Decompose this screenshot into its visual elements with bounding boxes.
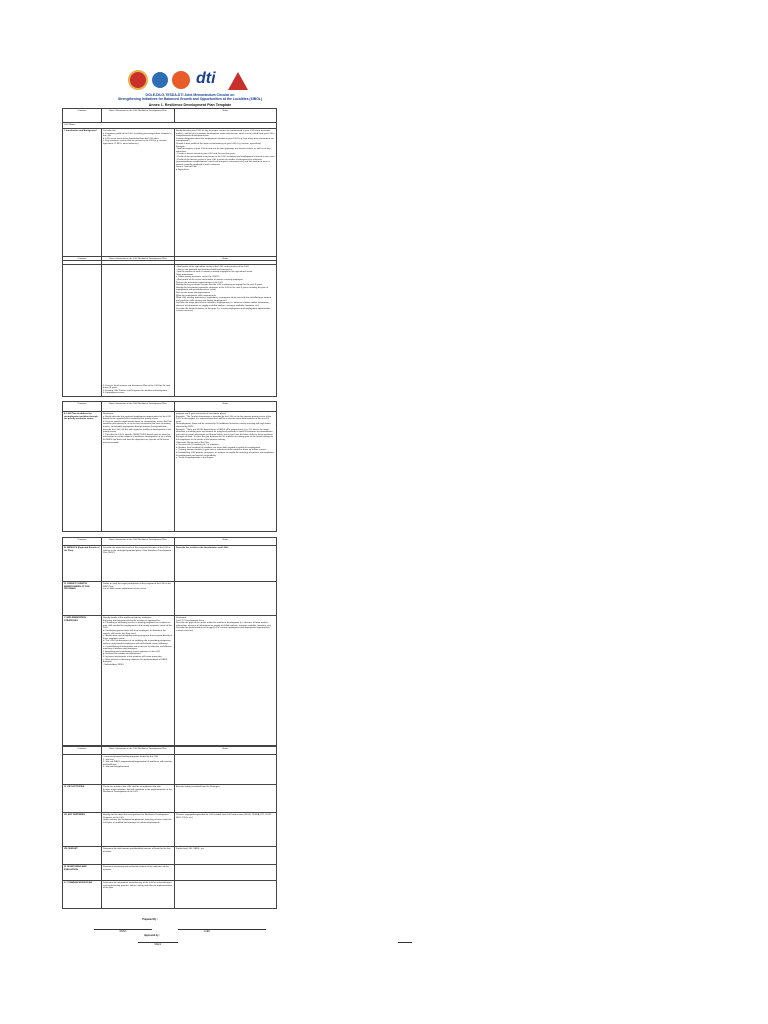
- column-header-contents: Contents: [63, 747, 102, 755]
- table-row: [63, 582, 277, 616]
- approved-by-label: Approved by :: [143, 934, 161, 937]
- row-label: II. LGU Plan to address the unemployment problem through the priority economic sector: [64, 413, 98, 421]
- triangle-logo-icon: [228, 72, 248, 90]
- row-basic-info: Determine monitoring and evaluation outputs of the indicators of the activities: [103, 866, 169, 871]
- table-row: [63, 129, 277, 261]
- column-header-notes: Notes: [175, 109, 277, 123]
- dole-seal-icon: [128, 70, 148, 90]
- row-basic-info: 2. Discuss the Economic and Investment Plan of the LGU for the next three (3) years 3. Existing LGU Policies and Programs for workforce development 4. Employment issues: [103, 384, 171, 395]
- dilg-seal-icon: [152, 72, 168, 88]
- row-label: VII. KEY PARTNERS: [64, 814, 85, 816]
- row-basic-info: Statement: a. Briefly describe the positions/employment opportunities for the LGU based on the reported skills needed by the priority sector b. Discuss specific target beneficiaries, or communities across the Plan would be plan priority to, as to the key constraints that have or limiting factors, sustainable employment through tourism (farm/production, describe the LGU's SLEs) with regard to workforce development in the priority sector. c. Describe the LGU's specific OBJECTIVES based upon its plans for intervention in certain aspects of workforce development or as a whole for SIBOL-led basis and how the objectives are specific of the future and measurable: [103, 413, 172, 444]
- table-block-1: [62, 108, 277, 261]
- column-header-basic-info: Basic Information in the LGU Resilience Development Plan: [102, 747, 175, 755]
- stray-line: [398, 942, 412, 943]
- table-block-2: [62, 256, 277, 397]
- column-header-contents: Contents: [63, 538, 102, 546]
- row-basic-info: Describe the: a. Economic profile of the LGU, including percentage/share situation in the LGU b. LGU vision and mission formulated from the LGU plans c. Key economic sectors that are present in the LGU (e.g. tourism, agriculture, IT-BPO, other industries): [103, 130, 172, 145]
- row-basic-info: Define or state the target participants of the program of the LGU in the WDP Plan List of Skills needs requirement of the sector: [103, 583, 171, 591]
- row-notes: Partners engaged/responsible for LGU suitable from LGU and sectors (DOLE, TESDA, DTI, DOST, NGO, LGUs, etc): [176, 814, 272, 819]
- row-basic-info: Determine the total amount and identified sources of funds for the key activities: [103, 848, 171, 853]
- table-row: [63, 265, 277, 397]
- column-header-basic-info: Basic Information in the LGU Resilience Development Plan: [102, 257, 175, 265]
- row-label: IX. MONITORING AND EVALUATION: [64, 866, 87, 871]
- table-block-3: [62, 401, 277, 532]
- lgu-name-row: LGU Name:: [63, 123, 277, 129]
- signature-name-approver: Mayor: [154, 943, 162, 946]
- row-basic-info: These are activities that LGU shall do to implement the plan In other major activities, that will contribute to the implementation of the Resilience Development of the LGU: [103, 786, 172, 794]
- table-row: [63, 616, 277, 746]
- table-row: [63, 847, 277, 865]
- header-line-2: Strengthening Initiatives for Balanced Growth and Opportunities at the Localities (SIBOL): [117, 97, 263, 101]
- row-notes: Briefly describe your LGU, its key economic sectors (as summarized in your LGU socio-economic profile) - and its local economic development vision and mission, which can be culled from your LGU's comprehensive development plan. Include information about the employment situation in your LGU (e.g. how many men and women are unemployed?). Provide a brief profile of the major sector/industry of your LGU (e.g. tourism, agriculture). Example: - Brief description of your LGU in terms of its main gateways and tourist centers, as well as its key attractions - Trends in tourist arrivals in your LGU and the past few years - Profile of the tourism/wide investments in the LGU, including total employment of travels in your area - Profile of the tourism sector in your LGU in terms of number of enterprises by subsector (accommodation establishments, travel and transport, restaurants etc) and the number of men vs women currently employed in each subsector Source: Tourism Plan b. Agriculture: [176, 130, 275, 171]
- column-header-notes: Notes: [175, 747, 277, 755]
- column-header-contents: Contents: [63, 109, 102, 123]
- tesda-seal-icon: [172, 71, 190, 89]
- header-line-1: DOLE-DILG-TESDA-DTI Joint Memorandum Circular on: [145, 93, 235, 97]
- table-row: [63, 813, 277, 847]
- row-basic-info: Identify and list down the main partners for Resilience Development Programs of the LGU Under training, job facilitation/employment, financing resource from the LGU plan or enabled and manage the relationship/network: [103, 814, 172, 824]
- column-header-notes: Notes: [175, 538, 277, 546]
- row-notes: Activities being translated from the Strategies: [176, 786, 220, 788]
- table-row: [63, 865, 277, 881]
- header-logos: [128, 70, 258, 92]
- table-row: [63, 755, 277, 785]
- row-basic-info: - community-based training programs funded by the LGU 1. Job fairs 2. Job and SIBOL program/work/organization of workforce with existing and livelihood 3. Job matching/placement: [103, 756, 172, 769]
- column-header-basic-info: Basic Information in the LGU Resilience Development Plan: [102, 402, 175, 412]
- table-block-4: [62, 537, 277, 746]
- row-basic-info: Identify details of the workforce/industry strategies the group and requirements by the existing or approved for: a. Providing or facilitating access to training programs for residents to gain skills needed for employment in the priority economic sector of the LGU b. Developing partnerships with local employers to determine the specific skill needs that they need c. Identification and designing training programs that respond directly to these employer needs d. The LGU's performance of an enabling role in providing prosperous workers and potential employees with skill-related career pathways e. Consolidating all information and resources for effective and efficient matching of workers and employers f. Integrating and coordinating service agencies in the LGU g. Increase the number of employment h. Increase investments to the priorities will create more jobs i. Other policies or financing initiatives for implementation of SIBOL Example: - Stakeholders PESO: [103, 617, 173, 666]
- row-notes: Describe the results to the beneficiaries and LGUs: [176, 547, 229, 549]
- row-label: III. RESULTS (Expected Results of the Plan): [64, 547, 100, 552]
- row-label: VIII. BUDGET: [64, 848, 78, 850]
- table-row: [63, 412, 277, 532]
- prepared-by-label: Prepared By :: [142, 918, 158, 921]
- row-basic-info: Describe the expected results of the programs/activities of the LGU in relation to the strategies/priorities/plans of the Workforce Development Plan (WDP): [103, 547, 172, 555]
- signature-name-right: LCEC: [203, 930, 211, 933]
- row-basic-info: Determine the information and advocacy of the LGU to its beneficiaries and implementing partners, before, during and after the implementation of the plan: [103, 882, 172, 890]
- table-row: [63, 546, 277, 582]
- row-label: VI. KEY ACTIVITIES: [64, 786, 85, 788]
- document-title: Annex 1. Resilience Development Plan Template: [148, 103, 232, 107]
- row-notes: - Brief profile of the agriculture sector of the LGU, major product of the LGU - discuss the potential agri-business/livelihood enterprises - and the number of men vs women currently engaged in the agricultural sector Other information: a. Wider priority economic sector the IT-BPO - Brief profile of the sector and number of women currently employed Discuss the investment opportunities in the LGU Identify the key economic sectors that the LGU is planning to engage for the next 3 years Identify the investment promotion strategies of the LGU in the next 3 years including the plan of engagement with private/business sector Discuss the major job opportunities What the employment skills requirements What LGU existing ordinances, regulations, or programs which can help the unskilled-poor women and youth for skills training and finding employment? Describe the major jobs/sectors related to employment (i.e. absence of labor market information, absence of information on supply of skilled workers, trainings available, limitation, etc) Describe the factors/solutions to the gaps (i.e. current employment and employment opportunities, current concerns): [176, 266, 272, 313]
- table-block-5: [62, 746, 277, 909]
- column-header-basic-info: Basic Information in the LGU Resilience Development Plan: [102, 109, 175, 123]
- row-label: X. COMMUNICATION PLAN: [64, 882, 93, 884]
- column-header-notes: Notes: [175, 402, 277, 412]
- row-label: I. Introduction and Background: [64, 130, 97, 132]
- row-notes: Funds from LGU, SIBOL, etc: [176, 848, 204, 850]
- signature-name-left: PESO: [119, 930, 127, 933]
- column-header-contents: Contents: [63, 402, 102, 412]
- table-row: [63, 881, 277, 909]
- row-notes: Statement: Local TC Development Issue Describe the gaps of the needs related to workforce development (i.e. absence of labor market information, absence of information on supply of skilled workers, trainings available, limitation, etc) Describe the factor/solution to the gap(s) (i.e. current employment and employment opportunities, current concerns): [176, 617, 271, 632]
- column-header-notes: Notes: [175, 257, 277, 265]
- table-row: [63, 785, 277, 813]
- column-header-contents: Contents: [63, 257, 102, 265]
- row-label: V. IMPLEMENTATION STRATEGIES: [64, 617, 86, 622]
- dti-logo: dti: [196, 70, 216, 87]
- row-notes: program and 5 year instruction of investment plans) Example: "The Tourism information at intended by the LGU as the key tourism priority sector of the TGU. In this regard, it is expected that there will be a need for more hotel workers in the next 3-5 years Unemployment: Some will be covered by 3-4 additional investors coming into play with high hotels attracted by 2025" Example: "There are 50,000 beneficiaries of SIBOL-4Ps program first (e.g. 2)1, where the target allocation is enabling men and women for entry-level positions in hotel & restaurant accommodation and such as travel information and theme hotels, but not yet have the basic skills for these positions." Example of Goal: To close the gap between the 50 students on training prior to the tourist industry to full compliance to the needs of the tourism industry Objectives: By the end of the Plan: a. Increase the (% number) of # or numbers... b. Number (one hundred) of residents are more skills needed to qualify for employment c. Training women workers to gain new or enhanced skills needed to move up in their careers d. Establishing LGU policies, programs, or systems to enable the matching of workers and employers for employment and special sustainability e. Trend of employments in the Region: [176, 413, 274, 460]
- row-label: IV. TARGET CLIENT/S/ BENEFICIARIES OF THE PROGRAM: [64, 583, 90, 591]
- column-header-basic-info: Basic Information in the LGU Resilience Development Plan: [102, 538, 175, 546]
